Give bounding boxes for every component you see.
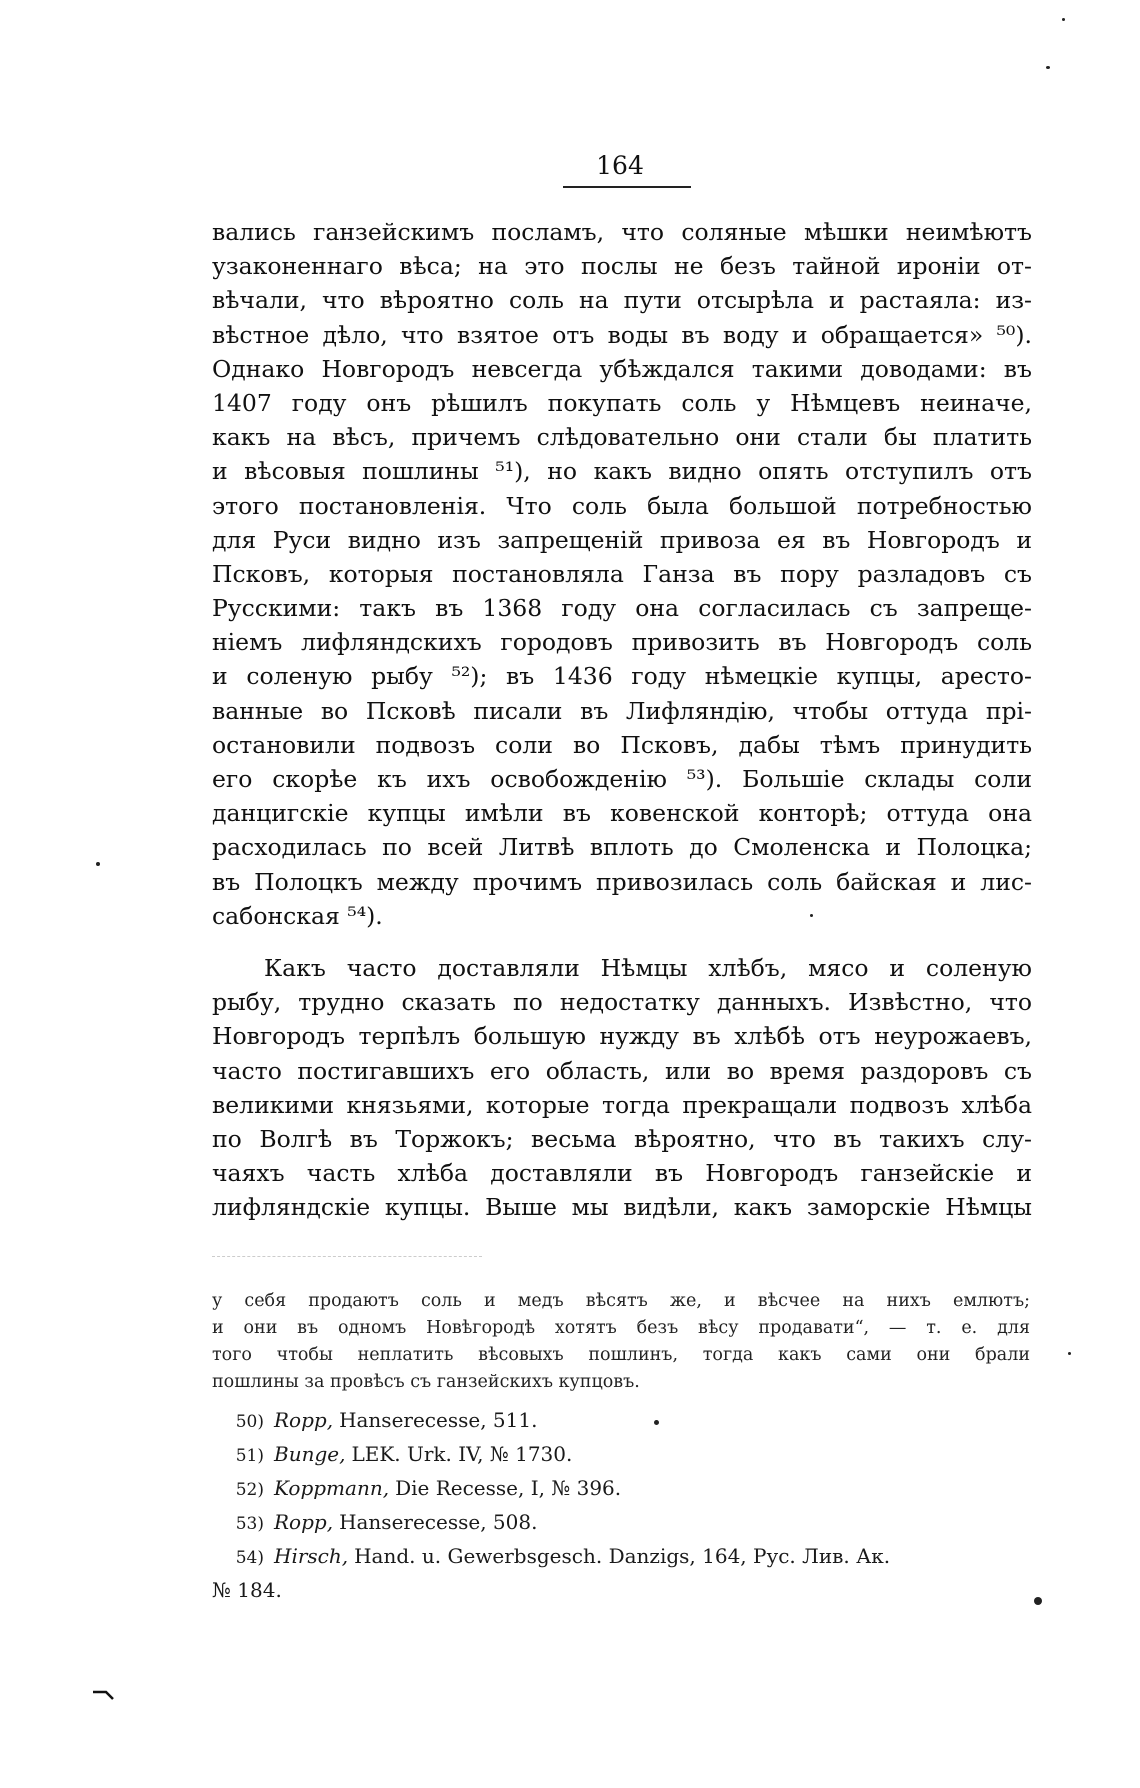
footnote-text: Hanserecesse, 511. [339,1408,538,1432]
text-line: какъ на вѣсъ, причемъ слѣдовательно они стали бы платить [212,423,1032,452]
footnote-continuation [212,1288,1030,1396]
footnote-text-wrap: № 184. [212,1578,282,1602]
footnote-author: Hirsch, [274,1544,349,1568]
footnote-separator [212,1256,482,1258]
text-line: узаконеннаго вѣса; на это послы не безъ тайной ироніи от- [212,252,1032,281]
text-line: великими князьями, которые тогда прекращали подвозъ хлѣба [212,1090,1032,1119]
text-line: вѣстное дѣло, что взятое отъ воды въ воду и обращается» ⁵⁰). [212,320,1032,349]
text-line: лифляндскіе купцы. Выше мы видѣли, какъ заморскіе Нѣмцы [212,1193,1032,1222]
text-line: вались ганзейскимъ посламъ, что соляные мѣшки неимѣютъ [212,218,1032,246]
footnote-mark: 52) [235,1480,264,1500]
footnote-53 [212,1506,1030,1540]
text-line: Русскими: такъ въ 1368 году она согласилась съ запреще- [212,594,1032,623]
footnote-text: LEK. Urk. IV, № 1730. [351,1442,573,1466]
paragraph-gap [212,933,1032,951]
footnote-author: Ropp, [274,1510,334,1534]
page-number: 164 [596,151,644,180]
text-line: расходилась по всей Литвѣ вплоть до Смоленска и Полоцка; [212,833,1032,862]
text-line: остановили подвозъ соли во Псковъ, дабы тѣмъ принудить [212,730,1032,759]
text-line: ванные во Псковѣ писали въ Лифляндію, чтобы оттуда прі- [212,696,1032,725]
footnote-mark: 54) [235,1548,264,1568]
text-line: по Волгѣ въ Торжокъ; весьма вѣроятно, что въ такихъ слу- [212,1124,1032,1153]
text-line: данцигскіе купцы имѣли въ ковенской конторѣ; оттуда она [212,799,1032,828]
footnotes [212,1404,1030,1606]
text-line: и соленую рыбу ⁵²); въ 1436 году нѣмецкіе купцы, аресто- [212,662,1032,691]
footnote-54 [212,1540,1030,1606]
footnote-50 [212,1404,1030,1438]
footnote-text: Die Recesse, I, № 396. [395,1476,622,1500]
page-number-rule [563,186,691,188]
footnote-author: Ropp, [274,1408,334,1432]
main-text [212,215,1032,1224]
text-line: для Руси видно изъ запрещеній привоза ея въ Новгородъ и [212,525,1032,554]
footnote-author: Bunge, [274,1442,346,1466]
scan-speck [654,1420,659,1425]
text-line: Какъ часто доставляли Нѣмцы хлѣбъ, мясо и соленую [264,953,1032,982]
footnote-mark: 50) [235,1412,264,1432]
text-line: Псковъ, которыя постановляла Ганза въ пору разладовъ съ [212,559,1032,588]
text-line: Новгородъ терпѣлъ большую нужду въ хлѣбѣ отъ неурожаевъ, [212,1022,1032,1051]
footnote-author: Koppmann, [274,1476,390,1500]
footnote-line: у себя продаютъ соль и медъ вѣсятъ же, и вѣсчее на нихъ емлютъ; [212,1291,1030,1311]
footnote-line: и они въ одномъ Новѣгородѣ хотятъ безъ вѣсу продавати“, — т. е. для [212,1318,1030,1338]
footnote-mark: 53) [235,1514,264,1534]
footnote-mark: 51) [235,1446,264,1466]
text-line: чаяхъ часть хлѣба доставляли въ Новгородъ ганзейскіе и [212,1159,1032,1188]
footnote-text: Hand. u. Gewerbsgesch. Danzigs, 164, Рус. Лив. Ак. [354,1544,891,1568]
text-line: 1407 году онъ рѣшилъ покупать соль у Нѣмцевъ неиначе, [212,388,1032,417]
footnote-text: Hanserecesse, 508. [339,1510,538,1534]
text-line: этого постановленія. Что соль была большой потребностью [212,491,1032,520]
text-line: часто постигавшихъ его область, или во время раздоровъ съ [212,1056,1032,1085]
text-line: Однако Новгородъ невсегда убѣждался такими доводами: въ [212,354,1032,383]
text-line: и вѣсовыя пошлины ⁵¹), но какъ видно опять отступилъ отъ [212,457,1032,486]
scan-speck [810,914,813,917]
text-line: ніемъ лифляндскихъ городовъ привозить въ Новгородъ соль [212,628,1032,657]
scan-speck [1062,18,1065,21]
footnote-51 [212,1438,1030,1472]
text-line: въ Полоцкъ между прочимъ привозилась соль байская и лис- [212,867,1032,896]
scan-mark [92,1690,114,1700]
text-line: его скорѣе къ ихъ освобожденію ⁵³). Большіе склады соли [212,765,1032,793]
scan-speck [96,862,100,866]
scan-speck [1034,1597,1042,1605]
scan-speck [1046,66,1050,69]
footnote-52 [212,1472,1030,1506]
footnote-line: того чтобы неплатить вѣсовыхъ пошлинъ, тогда какъ сами они брали [212,1345,1030,1365]
text-line: сабонская ⁵⁴). [212,901,383,930]
text-line: рыбу, трудно сказать по недостатку данныхъ. Извѣстно, что [212,988,1032,1017]
scan-speck [1068,1352,1071,1355]
text-line: вѣчали, что вѣроятно соль на пути отсырѣла и растаяла: из- [212,286,1032,315]
footnote-line: пошлины за провѣсъ съ ганзейскихъ купцовъ. [212,1372,640,1392]
